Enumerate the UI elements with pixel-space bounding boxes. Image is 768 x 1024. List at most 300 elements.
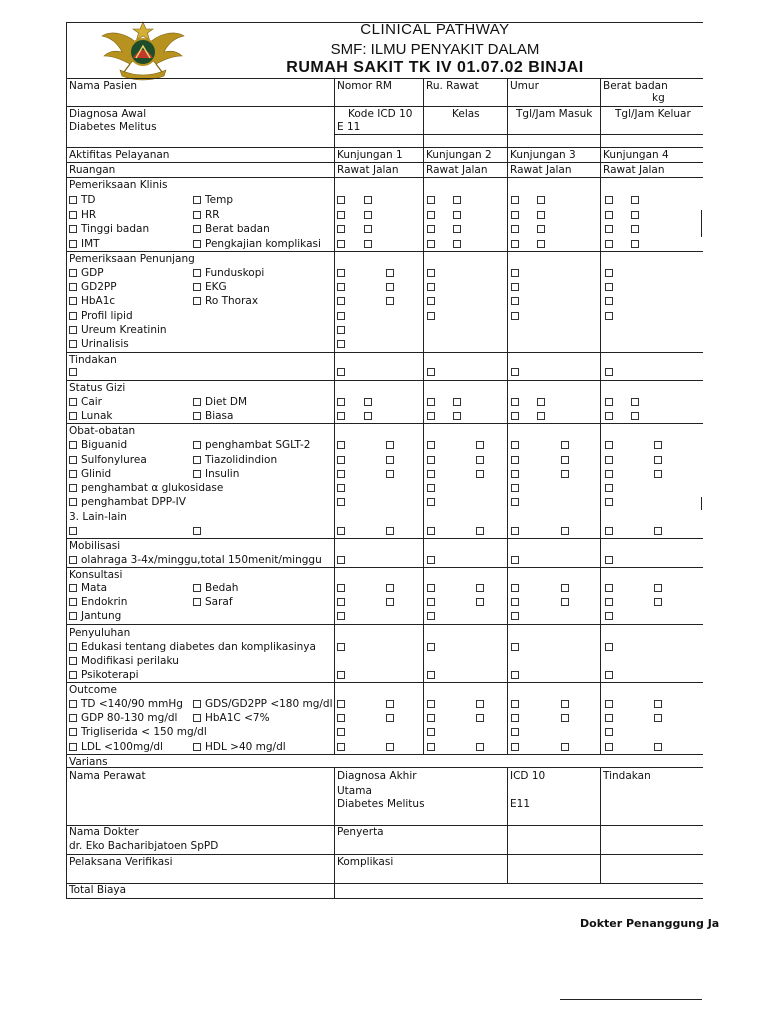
visit-checkbox[interactable] — [537, 225, 545, 233]
visit-checkbox[interactable] — [605, 728, 613, 736]
tindakan-label: Tindakan — [603, 770, 651, 782]
checkbox[interactable] — [69, 312, 77, 320]
visit-checkbox[interactable] — [654, 598, 662, 606]
item-hr[interactable]: HR — [69, 209, 96, 222]
penyerta-label: Penyerta — [337, 826, 384, 838]
checkbox[interactable] — [193, 700, 201, 708]
visit-checkbox[interactable] — [453, 225, 461, 233]
checkbox[interactable] — [69, 225, 77, 233]
nama-dokter-value: dr. Eko Bacharibjatoen SpPD — [69, 840, 219, 852]
visit-checkbox[interactable] — [537, 240, 545, 248]
visit-checkbox[interactable] — [337, 643, 345, 651]
visit-checkbox[interactable] — [631, 196, 639, 204]
visit-checkbox[interactable] — [337, 456, 345, 464]
visit-checkbox[interactable] — [631, 225, 639, 233]
visit-checkbox[interactable] — [453, 211, 461, 219]
visit-checkbox[interactable] — [427, 283, 435, 291]
checkbox[interactable] — [193, 456, 201, 464]
visit-checkbox[interactable] — [427, 714, 435, 722]
kg-label: kg — [652, 92, 665, 104]
nama-perawat-label: Nama Perawat — [69, 770, 146, 782]
item-funduskopi[interactable]: Funduskopi — [193, 267, 264, 280]
visit-checkbox[interactable] — [427, 269, 435, 277]
visit-checkbox[interactable] — [511, 556, 519, 564]
visit-checkbox[interactable] — [453, 412, 461, 420]
visit-checkbox[interactable] — [511, 225, 519, 233]
visit-checkbox[interactable] — [605, 240, 613, 248]
visit-checkbox[interactable] — [537, 398, 545, 406]
checkbox[interactable] — [69, 211, 77, 219]
visit-checkbox[interactable] — [605, 584, 613, 592]
checkbox[interactable] — [193, 584, 201, 592]
visit-checkbox[interactable] — [337, 211, 345, 219]
visit-checkbox[interactable] — [561, 441, 569, 449]
visit-checkbox[interactable] — [427, 612, 435, 620]
visit-checkbox[interactable] — [511, 398, 519, 406]
visit-checkbox[interactable] — [476, 527, 484, 535]
visit-checkbox[interactable] — [386, 714, 394, 722]
visit-checkbox[interactable] — [654, 584, 662, 592]
checkbox[interactable] — [69, 441, 77, 449]
visit-checkbox[interactable] — [337, 240, 345, 248]
checkbox[interactable] — [69, 657, 77, 665]
diagnosa-awal-value: Diabetes Melitus — [69, 121, 157, 133]
visit-checkbox[interactable] — [511, 283, 519, 291]
visit-checkbox[interactable] — [631, 240, 639, 248]
visit-checkbox[interactable] — [364, 196, 372, 204]
item-dpp-iv[interactable]: penghambat DPP-IV — [69, 496, 186, 509]
visit-checkbox[interactable] — [654, 714, 662, 722]
item-gdp-target[interactable]: GDP 80-130 mg/dl — [69, 712, 177, 725]
checkbox[interactable] — [69, 484, 77, 492]
checkbox[interactable] — [193, 225, 201, 233]
visit-checkbox[interactable] — [386, 527, 394, 535]
visit-checkbox[interactable] — [427, 412, 435, 420]
item-td[interactable]: TD — [69, 194, 96, 207]
checkbox[interactable] — [193, 441, 201, 449]
visit-checkbox[interactable] — [631, 412, 639, 420]
item-sglt2[interactable]: penghambat SGLT-2 — [193, 439, 310, 452]
visit-checkbox[interactable] — [476, 700, 484, 708]
item-edukasi[interactable]: Edukasi tentang diabetes dan komplikasinya — [69, 641, 316, 654]
checkbox[interactable] — [69, 714, 77, 722]
visit-checkbox[interactable] — [386, 598, 394, 606]
item-hba1c[interactable]: HbA1c — [69, 295, 115, 308]
item-lain-lain: 3. Lain-lain — [69, 511, 127, 523]
checkbox[interactable] — [193, 470, 201, 478]
checkbox[interactable] — [69, 728, 77, 736]
visit-checkbox[interactable] — [337, 225, 345, 233]
visit-checkbox[interactable] — [337, 340, 345, 348]
checkbox[interactable] — [69, 612, 77, 620]
visit-checkbox[interactable] — [537, 211, 545, 219]
nomor-rm-label: Nomor RM — [337, 80, 392, 92]
visit-checkbox[interactable] — [511, 312, 519, 320]
visit-checkbox[interactable] — [427, 743, 435, 751]
visit-checkbox[interactable] — [511, 498, 519, 506]
visit-checkbox[interactable] — [386, 269, 394, 277]
checkbox[interactable] — [69, 584, 77, 592]
visit-checkbox[interactable] — [605, 211, 613, 219]
tgl-masuk-label: Tgl/Jam Masuk — [516, 108, 593, 120]
visit-checkbox[interactable] — [427, 470, 435, 478]
visit-checkbox[interactable] — [561, 598, 569, 606]
utama-value: Diabetes Melitus — [337, 798, 425, 810]
visit-checkbox[interactable] — [386, 584, 394, 592]
item-sulfonylurea[interactable]: Sulfonylurea — [69, 454, 147, 467]
item-endokrin[interactable]: Endokrin — [69, 596, 127, 609]
visit-checkbox[interactable] — [427, 297, 435, 305]
room-visit-3: Rawat Jalan — [510, 164, 572, 176]
visit-checkbox[interactable] — [337, 584, 345, 592]
total-biaya-label: Total Biaya — [69, 884, 127, 896]
visit-checkbox[interactable] — [427, 700, 435, 708]
visit-checkbox[interactable] — [476, 598, 484, 606]
visit-checkbox[interactable] — [427, 456, 435, 464]
visit-checkbox[interactable] — [427, 441, 435, 449]
visit-checkbox[interactable] — [605, 671, 613, 679]
visit-checkbox[interactable] — [337, 297, 345, 305]
utama-icd-value: E11 — [510, 798, 530, 810]
visit-checkbox[interactable] — [427, 728, 435, 736]
checkbox[interactable] — [69, 297, 77, 305]
visit-checkbox[interactable] — [427, 527, 435, 535]
checkbox[interactable] — [69, 671, 77, 679]
checkbox[interactable] — [69, 269, 77, 277]
item-olahraga[interactable]: olahraga 3-4x/minggu,total 150menit/minggu — [69, 554, 322, 567]
visit-checkbox[interactable] — [605, 312, 613, 320]
visit-checkbox[interactable] — [337, 700, 345, 708]
item-lunak[interactable]: Lunak — [69, 410, 113, 423]
item-td-target[interactable]: TD <140/90 mmHg — [69, 698, 183, 711]
checkbox[interactable] — [69, 643, 77, 651]
section-varians-title: Varians — [69, 756, 108, 768]
visit-checkbox[interactable] — [605, 484, 613, 492]
room-visit-1: Rawat Jalan — [337, 164, 399, 176]
visit-checkbox[interactable] — [605, 368, 613, 376]
checkbox[interactable] — [69, 743, 77, 751]
visit-checkbox[interactable] — [605, 441, 613, 449]
visit-checkbox[interactable] — [561, 456, 569, 464]
visit-checkbox[interactable] — [337, 196, 345, 204]
visit-checkbox[interactable] — [337, 412, 345, 420]
visit-checkbox[interactable] — [511, 269, 519, 277]
item-diet-dm[interactable]: Diet DM — [193, 396, 247, 409]
umur-label: Umur — [510, 80, 539, 92]
item-tiazolidindion[interactable]: Tiazolidindion — [193, 454, 277, 467]
item-hba1c-target[interactable]: HbA1C <7% — [193, 712, 270, 725]
checkbox[interactable] — [69, 412, 77, 420]
visit-checkbox[interactable] — [69, 527, 77, 535]
komplikasi-label: Komplikasi — [337, 856, 394, 868]
checkbox[interactable] — [69, 398, 77, 406]
visit-checkbox[interactable] — [605, 612, 613, 620]
item-hdl-target[interactable]: HDL >40 mg/dl — [193, 741, 286, 754]
checkbox[interactable] — [69, 340, 77, 348]
checkbox[interactable] — [69, 470, 77, 478]
visit-checkbox[interactable] — [386, 297, 394, 305]
item-ureum-kreatinin[interactable]: Ureum Kreatinin — [69, 324, 167, 337]
checkbox[interactable] — [69, 556, 77, 564]
checkbox[interactable] — [193, 240, 201, 248]
item-modifikasi-perilaku[interactable]: Modifikasi perilaku — [69, 655, 179, 668]
visit-2-header: Kunjungan 2 — [426, 149, 492, 161]
visit-checkbox[interactable] — [654, 470, 662, 478]
section-outcome-title: Outcome — [69, 684, 117, 696]
visit-checkbox[interactable] — [605, 297, 613, 305]
checkbox[interactable] — [193, 297, 201, 305]
checkbox[interactable] — [193, 398, 201, 406]
visit-checkbox[interactable] — [605, 556, 613, 564]
visit-checkbox[interactable] — [337, 527, 345, 535]
visit-checkbox[interactable] — [654, 700, 662, 708]
visit-checkbox[interactable] — [511, 441, 519, 449]
visit-checkbox[interactable] — [364, 398, 372, 406]
visit-checkbox[interactable] — [511, 412, 519, 420]
visit-checkbox[interactable] — [511, 700, 519, 708]
checkbox[interactable] — [193, 412, 201, 420]
visit-checkbox[interactable] — [386, 470, 394, 478]
visit-4-header: Kunjungan 4 — [603, 149, 669, 161]
visit-checkbox[interactable] — [476, 743, 484, 751]
visit-checkbox[interactable] — [631, 398, 639, 406]
visit-3-header: Kunjungan 3 — [510, 149, 576, 161]
document-title: CLINICAL PATHWAY — [360, 21, 510, 38]
visit-checkbox[interactable] — [561, 527, 569, 535]
visit-checkbox[interactable] — [476, 714, 484, 722]
visit-checkbox[interactable] — [427, 671, 435, 679]
visit-checkbox[interactable] — [511, 527, 519, 535]
visit-checkbox[interactable] — [386, 283, 394, 291]
visit-checkbox[interactable] — [605, 598, 613, 606]
visit-checkbox[interactable] — [476, 441, 484, 449]
visit-checkbox[interactable] — [561, 743, 569, 751]
visit-checkbox[interactable] — [605, 527, 613, 535]
item-ekg[interactable]: EKG — [193, 281, 227, 294]
visit-checkbox[interactable] — [511, 612, 519, 620]
visit-checkbox[interactable] — [605, 269, 613, 277]
item-jantung[interactable]: Jantung — [69, 610, 121, 623]
visit-checkbox[interactable] — [537, 412, 545, 420]
visit-checkbox[interactable] — [337, 441, 345, 449]
visit-checkbox[interactable] — [605, 743, 613, 751]
visit-checkbox[interactable] — [453, 398, 461, 406]
visit-checkbox[interactable] — [511, 368, 519, 376]
item-berat-badan[interactable]: Berat badan — [193, 223, 270, 236]
visit-checkbox[interactable] — [511, 470, 519, 478]
item-psikoterapi[interactable]: Psikoterapi — [69, 669, 139, 682]
visit-checkbox[interactable] — [605, 412, 613, 420]
visit-checkbox[interactable] — [511, 211, 519, 219]
nama-dokter-label: Nama Dokter — [69, 826, 139, 838]
visit-checkbox[interactable] — [427, 398, 435, 406]
visit-checkbox[interactable] — [427, 498, 435, 506]
visit-checkbox[interactable] — [511, 728, 519, 736]
visit-checkbox[interactable] — [337, 498, 345, 506]
visit-checkbox[interactable] — [605, 456, 613, 464]
visit-checkbox[interactable] — [337, 470, 345, 478]
visit-checkbox[interactable] — [337, 612, 345, 620]
item-gd2pp[interactable]: GD2PP — [69, 281, 117, 294]
checkbox[interactable] — [69, 283, 77, 291]
visit-checkbox[interactable] — [427, 556, 435, 564]
visit-checkbox[interactable] — [511, 297, 519, 305]
dpjp-label: Dokter Penanggung Ja — [580, 917, 720, 930]
visit-checkbox[interactable] — [337, 714, 345, 722]
item-mata[interactable]: Mata — [69, 582, 107, 595]
visit-checkbox[interactable] — [337, 283, 345, 291]
section-penyuluhan-title: Penyuluhan — [69, 627, 131, 639]
visit-checkbox[interactable] — [561, 714, 569, 722]
checkbox[interactable] — [193, 714, 201, 722]
checkbox[interactable] — [69, 456, 77, 464]
visit-checkbox[interactable] — [337, 269, 345, 277]
visit-checkbox[interactable] — [364, 211, 372, 219]
visit-checkbox[interactable] — [427, 598, 435, 606]
visit-checkbox[interactable] — [427, 240, 435, 248]
item-biguanid[interactable]: Biguanid — [69, 439, 127, 452]
visit-checkbox[interactable] — [427, 643, 435, 651]
visit-checkbox[interactable] — [69, 368, 77, 376]
visit-checkbox[interactable] — [511, 584, 519, 592]
item-insulin[interactable]: Insulin — [193, 468, 239, 481]
item-ro-thorax[interactable]: Ro Thorax — [193, 295, 258, 308]
visit-checkbox[interactable] — [337, 671, 345, 679]
visit-checkbox[interactable] — [427, 584, 435, 592]
visit-checkbox[interactable] — [561, 700, 569, 708]
visit-checkbox[interactable] — [511, 671, 519, 679]
visit-checkbox[interactable] — [511, 196, 519, 204]
visit-checkbox[interactable] — [537, 196, 545, 204]
visit-checkbox[interactable] — [605, 398, 613, 406]
visit-checkbox[interactable] — [427, 484, 435, 492]
checkbox[interactable] — [69, 240, 77, 248]
visit-checkbox[interactable] — [631, 211, 639, 219]
item-trigliserida-target[interactable]: Trigliserida < 150 mg/dl — [69, 726, 207, 739]
visit-checkbox[interactable] — [654, 527, 662, 535]
visit-checkbox[interactable] — [605, 196, 613, 204]
item-cair[interactable]: Cair — [69, 396, 102, 409]
checkbox[interactable] — [193, 598, 201, 606]
visit-checkbox[interactable] — [364, 412, 372, 420]
item-urinalisis[interactable]: Urinalisis — [69, 338, 129, 351]
checkbox[interactable] — [193, 269, 201, 277]
visit-checkbox[interactable] — [427, 211, 435, 219]
visit-checkbox[interactable] — [337, 728, 345, 736]
visit-checkbox[interactable] — [386, 743, 394, 751]
visit-checkbox[interactable] — [193, 527, 201, 535]
checkbox[interactable] — [193, 211, 201, 219]
visit-checkbox[interactable] — [654, 743, 662, 751]
visit-checkbox[interactable] — [337, 556, 345, 564]
checkbox[interactable] — [193, 196, 201, 204]
visit-checkbox[interactable] — [605, 470, 613, 478]
visit-checkbox[interactable] — [605, 700, 613, 708]
visit-checkbox[interactable] — [605, 714, 613, 722]
checkbox[interactable] — [69, 598, 77, 606]
visit-checkbox[interactable] — [476, 456, 484, 464]
visit-checkbox[interactable] — [511, 456, 519, 464]
hospital-title: RUMAH SAKIT TK IV 01.07.02 BINJAI — [286, 59, 584, 76]
visit-checkbox[interactable] — [337, 743, 345, 751]
checkbox[interactable] — [69, 700, 77, 708]
visit-checkbox[interactable] — [511, 484, 519, 492]
item-gds-target[interactable]: GDS/GD2PP <180 mg/dl — [193, 698, 333, 711]
visit-checkbox[interactable] — [364, 240, 372, 248]
visit-checkbox[interactable] — [337, 398, 345, 406]
item-temp[interactable]: Temp — [193, 194, 233, 207]
visit-checkbox[interactable] — [453, 196, 461, 204]
item-alpha-glukosidase[interactable]: penghambat α glukosidase — [69, 482, 223, 495]
visit-1-header: Kunjungan 1 — [337, 149, 403, 161]
visit-checkbox[interactable] — [605, 498, 613, 506]
item-saraf[interactable]: Saraf — [193, 596, 233, 609]
visit-checkbox[interactable] — [511, 598, 519, 606]
visit-checkbox[interactable] — [337, 598, 345, 606]
visit-checkbox[interactable] — [561, 470, 569, 478]
visit-checkbox[interactable] — [364, 225, 372, 233]
section-penunjang-title: Pemeriksaan Penunjang — [69, 253, 195, 265]
visit-checkbox[interactable] — [605, 283, 613, 291]
visit-checkbox[interactable] — [427, 312, 435, 320]
checkbox[interactable] — [69, 326, 77, 334]
visit-checkbox[interactable] — [511, 240, 519, 248]
visit-checkbox[interactable] — [605, 643, 613, 651]
visit-checkbox[interactable] — [654, 441, 662, 449]
visit-checkbox[interactable] — [476, 584, 484, 592]
item-glinid[interactable]: Glinid — [69, 468, 111, 481]
visit-checkbox[interactable] — [511, 643, 519, 651]
item-biasa[interactable]: Biasa — [193, 410, 233, 423]
room-visit-2: Rawat Jalan — [426, 164, 488, 176]
item-imt[interactable]: IMT — [69, 238, 100, 251]
diagnosa-akhir-label: Diagnosa Akhir — [337, 770, 417, 782]
visit-checkbox[interactable] — [337, 368, 345, 376]
checkbox[interactable] — [193, 283, 201, 291]
visit-checkbox[interactable] — [561, 584, 569, 592]
visit-checkbox[interactable] — [337, 484, 345, 492]
checkbox[interactable] — [193, 743, 201, 751]
visit-checkbox[interactable] — [427, 368, 435, 376]
item-bedah[interactable]: Bedah — [193, 582, 238, 595]
visit-checkbox[interactable] — [476, 470, 484, 478]
visit-checkbox[interactable] — [386, 700, 394, 708]
visit-checkbox[interactable] — [427, 225, 435, 233]
section-obat-title: Obat-obatan — [69, 425, 136, 437]
berat-badan-label: Berat badan — [603, 80, 668, 92]
item-pengkajian-komplikasi[interactable]: Pengkajian komplikasi — [193, 238, 321, 251]
visit-checkbox[interactable] — [605, 225, 613, 233]
visit-checkbox[interactable] — [511, 714, 519, 722]
item-profil-lipid[interactable]: Profil lipid — [69, 310, 133, 323]
visit-checkbox[interactable] — [386, 441, 394, 449]
signature-line — [560, 999, 702, 1000]
visit-checkbox[interactable] — [511, 743, 519, 751]
visit-checkbox[interactable] — [337, 312, 345, 320]
item-tinggi-badan[interactable]: Tinggi badan — [69, 223, 149, 236]
checkbox[interactable] — [69, 196, 77, 204]
item-gdp[interactable]: GDP — [69, 267, 104, 280]
visit-checkbox[interactable] — [453, 240, 461, 248]
visit-checkbox[interactable] — [337, 326, 345, 334]
item-rr[interactable]: RR — [193, 209, 220, 222]
visit-checkbox[interactable] — [386, 456, 394, 464]
visit-checkbox[interactable] — [654, 456, 662, 464]
item-ldl-target[interactable]: LDL <100mg/dl — [69, 741, 163, 754]
visit-checkbox[interactable] — [427, 196, 435, 204]
department-title: SMF: ILMU PENYAKIT DALAM — [330, 41, 540, 58]
checkbox[interactable] — [69, 498, 77, 506]
